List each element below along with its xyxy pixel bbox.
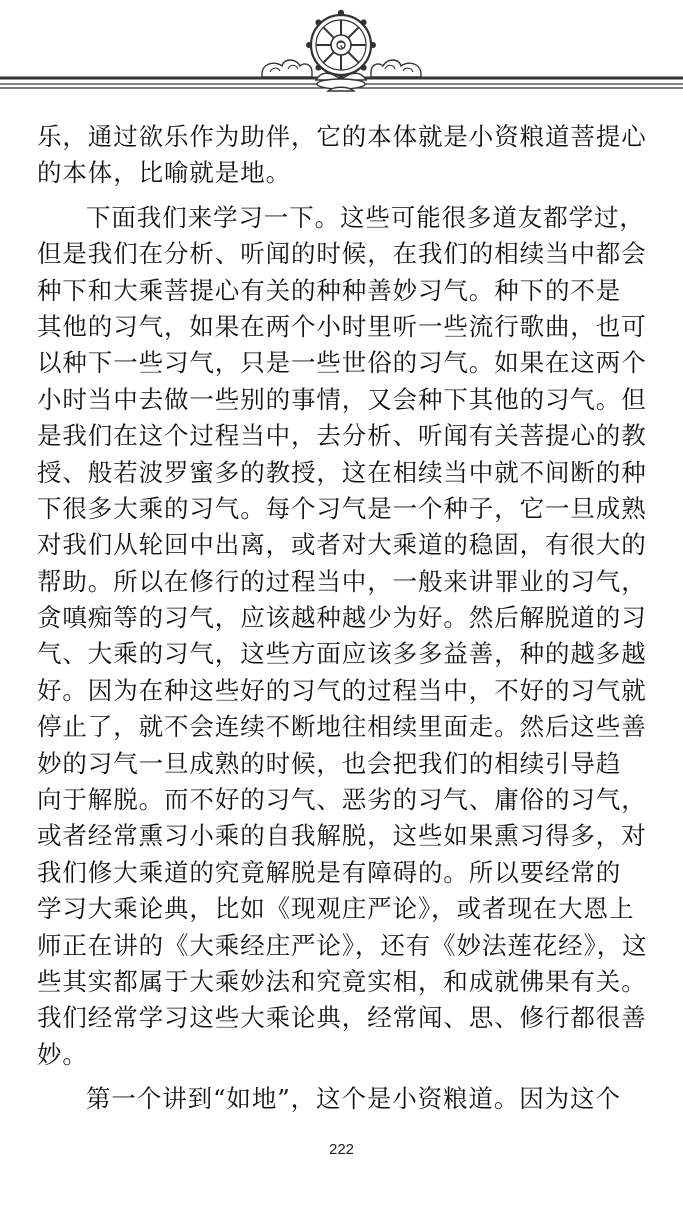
text-line: 授、般若波罗蜜多的教授，这在相续当中就不间断的种 (37, 457, 647, 487)
text-line: 学习大乘论典，比如《现观庄严论》，或者现在大恩上 (37, 894, 635, 924)
text-line: 或者经常熏习小乘的自我解脱，这些如果熏习得多，对 (37, 821, 647, 851)
text-line: 气、大乘的习气，这些方面应该多多益善，种的越多越 (37, 639, 647, 669)
text-line: 乐，通过欲乐作为助伴，它的本体就是小资粮道菩提心 (37, 122, 647, 151)
text-line: 对我们从轮回中出离，或者对大乘道的稳固，有很大的 (37, 530, 647, 560)
text-line: 第一个讲到“如地”，这个是小资粮道。因为这个 (86, 1084, 621, 1114)
text-line: 贪嗔痴等的习气，应该越种越少为好。然后解脱道的习 (37, 603, 647, 633)
text-line: 其他的习气，如果在两个小时里听一些流行歌曲，也可 (37, 311, 647, 341)
text-line: 向于解脱。而不好的习气、恶劣的习气、庸俗的习气， (37, 785, 647, 815)
text-line: 师正在讲的《大乘经庄严论》，还有《妙法莲花经》，这 (37, 930, 648, 960)
dharma-wheel-ornament-icon (0, 0, 683, 110)
text-line: 种下和大乘菩提心有关的种种善妙习气。种下的不是 (37, 275, 622, 305)
text-line: 我们经常学习这些大乘论典，经常闻、思、修行都很善 (37, 1003, 647, 1033)
text-line: 好。因为在种这些好的习气的过程当中，不好的习气就 (37, 675, 647, 705)
text-line: 帮助。所以在修行的过程当中，一般来讲罪业的习气， (37, 566, 647, 596)
text-line: 但是我们在分析、听闻的时候，在我们的相续当中都会 (37, 239, 647, 269)
text-line: 妙的习气一旦成熟的时候，也会把我们的相续引导趋 (37, 748, 622, 778)
text-line: 停止了，就不会连续不断地往相续里面走。然后这些善 (37, 712, 647, 742)
text-line: 下面我们来学习一下。这些可能很多道友都学过， (86, 202, 645, 232)
text-line: 妙。 (37, 1039, 88, 1069)
body-text (37, 119, 649, 1118)
text-line: 是我们在这个过程当中，去分析、听闻有关菩提心的教 (37, 421, 647, 451)
page-number: 222 (328, 1141, 355, 1158)
text-line: 的本体，比喻就是地。 (37, 158, 291, 188)
page-header-ornament (0, 0, 683, 110)
text-line: 下很多大乘的习气。每个习气是一个种子，它一旦成熟 (37, 493, 647, 523)
text-line: 些其实都属于大乘妙法和究竟实相，和成就佛果有关。 (37, 966, 647, 996)
text-line: 我们修大乘道的究竟解脱是有障碍的。所以要经常的 (37, 857, 622, 887)
text-line: 小时当中去做一些别的事情，又会种下其他的习气。但 (37, 384, 647, 414)
text-line: 以种下一些习气，只是一些世俗的习气。如果在这两个 (37, 348, 647, 378)
